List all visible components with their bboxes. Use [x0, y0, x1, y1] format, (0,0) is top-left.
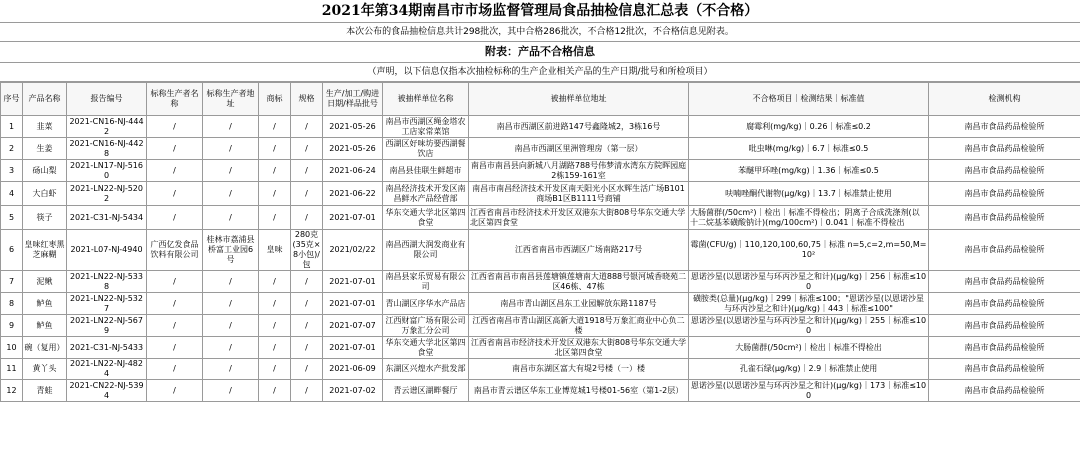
table-row	[1, 271, 1080, 293]
cell-manufacturer: /	[147, 380, 203, 402]
cell-testing-institution: 南昌市食品药品检验所	[929, 359, 1080, 380]
cell-product-name: 鲈鱼	[23, 315, 67, 337]
header-spec: 规格	[291, 83, 323, 116]
cell-production-date: 2021-07-01	[323, 293, 383, 315]
cell-sampled-unit-address: 南昌市西湖区里洲管理房（第一层）	[469, 138, 689, 160]
cell-spec: /	[291, 160, 323, 182]
cell-sampled-unit-address: 南昌市青山湖区昌东工业园解放东路1187号	[469, 293, 689, 315]
cell-product-name: 碗（复用）	[23, 337, 67, 359]
cell-manufacturer: /	[147, 359, 203, 380]
cell-sampled-unit: 南昌市西湖区绳金塔农工店家常菜馆	[383, 116, 469, 138]
cell-sampled-unit-address: 江西省南昌市青山湖区高新大道1918号万象汇商业中心负二楼	[469, 315, 689, 337]
cell-report-no: 2021-CN16-NJ-4442	[67, 116, 147, 138]
cell-unqualified-item: 恩诺沙星(以恩诺沙星与环丙沙星之和计)(μg/kg)｜173｜标准≤100	[689, 380, 929, 402]
cell-unqualified-item: 磺胺类(总量)(μg/kg)｜299｜标准≤100；"恩诺沙星(以恩诺沙星与环丙沙星之和计)(μg/kg)｜443｜标准≤100"	[689, 293, 929, 315]
table-row	[1, 160, 1080, 182]
cell-unqualified-item: 孔雀石绿(μg/kg)｜2.9｜标准禁止使用	[689, 359, 929, 380]
cell-index: 9	[1, 315, 23, 337]
cell-unqualified-item: 苯醚甲环唑(mg/kg)｜1.36｜标准≤0.5	[689, 160, 929, 182]
header-sampled-unit: 被抽样单位名称	[383, 83, 469, 116]
cell-sampled-unit: 华东交通大学北区第四食堂	[383, 337, 469, 359]
table-row	[1, 337, 1080, 359]
cell-manufacturer-address: /	[203, 116, 259, 138]
cell-sampled-unit: 华东交通大学北区第四食堂	[383, 206, 469, 230]
cell-report-no: 2021-LN17-NJ-5160	[67, 160, 147, 182]
cell-production-date: 2021-06-22	[323, 182, 383, 206]
table-row	[1, 293, 1080, 315]
cell-production-date: 2021-07-01	[323, 271, 383, 293]
cell-sampled-unit-address: 江西省南昌市经济技术开发区双港东大街808号华东交通大学北区第四食堂	[469, 337, 689, 359]
cell-manufacturer-address: /	[203, 138, 259, 160]
cell-product-name: 砀山梨	[23, 160, 67, 182]
cell-sampled-unit: 南昌西湖大润发商业有限公司	[383, 230, 469, 271]
cell-manufacturer: /	[147, 138, 203, 160]
cell-spec: /	[291, 138, 323, 160]
cell-manufacturer: /	[147, 315, 203, 337]
cell-spec: /	[291, 337, 323, 359]
table-row	[1, 206, 1080, 230]
cell-production-date: 2021/02/22	[323, 230, 383, 271]
cell-report-no: 2021-LN22-NJ-5327	[67, 293, 147, 315]
cell-manufacturer-address: /	[203, 206, 259, 230]
cell-manufacturer-address: /	[203, 182, 259, 206]
cell-testing-institution: 南昌市食品药品检验所	[929, 206, 1080, 230]
cell-product-name: 皇味红枣黑芝麻糊	[23, 230, 67, 271]
cell-report-no: 2021-L07-NJ-4940	[67, 230, 147, 271]
header-report-no: 报告编号	[67, 83, 147, 116]
cell-brand: /	[259, 138, 291, 160]
cell-manufacturer: /	[147, 271, 203, 293]
cell-manufacturer-address: /	[203, 315, 259, 337]
cell-sampled-unit-address: 江西省南昌市南昌县莲塘镇莲塘南大道888号银河城香晓苑二区46栋、47栋	[469, 271, 689, 293]
header-testing-institution: 检测机构	[929, 83, 1080, 116]
cell-manufacturer-address: /	[203, 160, 259, 182]
cell-report-no: 2021-LN22-NJ-5679	[67, 315, 147, 337]
summary-text: 本次公布的食品抽检信息共计298批次，其中合格286批次，不合格12批次，不合格信息见附表。	[0, 23, 1080, 42]
cell-index: 5	[1, 206, 23, 230]
table-row	[1, 182, 1080, 206]
cell-report-no: 2021-LN22-NJ-5202	[67, 182, 147, 206]
header-manufacturer-address: 标称生产者地址	[203, 83, 259, 116]
cell-spec: /	[291, 293, 323, 315]
cell-manufacturer: /	[147, 160, 203, 182]
cell-product-name: 大白虾	[23, 182, 67, 206]
cell-manufacturer-address: 桂林市荔浦县桥富工业园6号	[203, 230, 259, 271]
cell-sampled-unit-address: 江西省南昌市经济技术开发区双港东大街808号华东交通大学北区第四食堂	[469, 206, 689, 230]
cell-unqualified-item: 大肠菌群(/50cm²)｜检出｜标准不得检出	[689, 337, 929, 359]
unqualified-products-table	[0, 82, 1080, 402]
table-row	[1, 359, 1080, 380]
cell-product-name: 泥鳅	[23, 271, 67, 293]
cell-manufacturer-address: /	[203, 337, 259, 359]
cell-sampled-unit: 西湖区好味坊要西湖餐饮店	[383, 138, 469, 160]
cell-index: 3	[1, 160, 23, 182]
cell-index: 11	[1, 359, 23, 380]
cell-manufacturer-address: /	[203, 380, 259, 402]
cell-index: 12	[1, 380, 23, 402]
cell-brand: /	[259, 160, 291, 182]
cell-production-date: 2021-07-01	[323, 206, 383, 230]
cell-index: 10	[1, 337, 23, 359]
cell-index: 8	[1, 293, 23, 315]
cell-production-date: 2021-06-24	[323, 160, 383, 182]
page-title: 2021年第34期南昌市市场监督管理局食品抽检信息汇总表（不合格）	[0, 0, 1080, 23]
cell-testing-institution: 南昌市食品药品检验所	[929, 138, 1080, 160]
cell-production-date: 2021-05-26	[323, 138, 383, 160]
cell-production-date: 2021-05-26	[323, 116, 383, 138]
cell-production-date: 2021-07-02	[323, 380, 383, 402]
cell-testing-institution: 南昌市食品药品检验所	[929, 116, 1080, 138]
cell-sampled-unit: 南昌经济技术开发区南昌鲜水产品经营部	[383, 182, 469, 206]
cell-report-no: 2021-C31-NJ-5434	[67, 206, 147, 230]
cell-sampled-unit-address: 江西省南昌市西湖区广场南路217号	[469, 230, 689, 271]
cell-report-no: 2021-LN22-NJ-4824	[67, 359, 147, 380]
cell-production-date: 2021-07-07	[323, 315, 383, 337]
declaration-text: （声明，以下信息仅指本次抽检标称的生产企业相关产品的生产日期/批号和所检项目）	[0, 63, 1080, 82]
cell-brand: /	[259, 359, 291, 380]
cell-manufacturer: /	[147, 337, 203, 359]
cell-index: 1	[1, 116, 23, 138]
cell-testing-institution: 南昌市食品药品检验所	[929, 293, 1080, 315]
cell-product-name: 筷子	[23, 206, 67, 230]
cell-report-no: 2021-C31-NJ-5433	[67, 337, 147, 359]
appendix-title: 附表：产品不合格信息	[0, 42, 1080, 63]
cell-sampled-unit-address: 南昌市西湖区前进路147号鑫隆城2，3栋16号	[469, 116, 689, 138]
cell-brand: /	[259, 206, 291, 230]
header-brand: 商标	[259, 83, 291, 116]
table-body	[1, 116, 1080, 402]
cell-spec: /	[291, 182, 323, 206]
cell-spec: /	[291, 380, 323, 402]
cell-unqualified-item: 恩诺沙星(以恩诺沙星与环丙沙星之和计)(μg/kg)｜255｜标准≤100	[689, 315, 929, 337]
cell-product-name: 黄丫头	[23, 359, 67, 380]
cell-testing-institution: 南昌市食品药品检验所	[929, 182, 1080, 206]
cell-product-name: 韭菜	[23, 116, 67, 138]
table-row	[1, 315, 1080, 337]
cell-testing-institution: 南昌市食品药品检验所	[929, 315, 1080, 337]
cell-manufacturer: 广西亿发食品饮料有限公司	[147, 230, 203, 271]
cell-sampled-unit: 江西财富广场有限公司万象汇分公司	[383, 315, 469, 337]
cell-testing-institution: 南昌市食品药品检验所	[929, 230, 1080, 271]
cell-spec: /	[291, 315, 323, 337]
cell-manufacturer: /	[147, 206, 203, 230]
cell-brand: /	[259, 293, 291, 315]
table-row	[1, 380, 1080, 402]
cell-sampled-unit-address: 南昌市南昌县向新城八月湖路788号伟梦清水湾东方院晖园庭2栋159-161室	[469, 160, 689, 182]
header-product-name: 产品名称	[23, 83, 67, 116]
header-sampled-unit-address: 被抽样单位地址	[469, 83, 689, 116]
cell-brand: /	[259, 182, 291, 206]
table-row	[1, 230, 1080, 271]
cell-spec: /	[291, 116, 323, 138]
cell-sampled-unit: 东湖区兴煌水产批发部	[383, 359, 469, 380]
cell-report-no: 2021-CN22-NJ-5394	[67, 380, 147, 402]
cell-product-name: 鲈鱼	[23, 293, 67, 315]
cell-manufacturer: /	[147, 116, 203, 138]
cell-spec: 280克(35克×8小包)/包	[292, 230, 321, 269]
cell-sampled-unit: 青山湖区序华水产品店	[383, 293, 469, 315]
cell-index: 4	[1, 182, 23, 206]
table-row	[1, 116, 1080, 138]
cell-testing-institution: 南昌市食品药品检验所	[929, 271, 1080, 293]
cell-sampled-unit-address: 南昌市东湖区富大有堤2号楼（一）楼	[469, 359, 689, 380]
cell-manufacturer-address: /	[203, 359, 259, 380]
cell-sampled-unit: 青云谱区湖畔餐厅	[383, 380, 469, 402]
cell-brand: /	[259, 315, 291, 337]
cell-index: 7	[1, 271, 23, 293]
cell-unqualified-item: 呋喃唑酮代谢物(μg/kg)｜13.7｜标准禁止使用	[689, 182, 929, 206]
header-unqualified-item: 不合格项目｜检测结果｜标准值	[689, 83, 929, 116]
cell-unqualified-item: 霉菌(CFU/g)｜110,120,100,60,75｜标准 n=5,c=2,m=50,M=10²	[689, 230, 929, 271]
cell-product-name: 青蛙	[23, 380, 67, 402]
header-index: 序号	[1, 83, 23, 116]
cell-sampled-unit-address: 南昌市青云谱区华东工业博览城1号楼01-56室（第1-2层）	[469, 380, 689, 402]
header-manufacturer: 标称生产者名称	[147, 83, 203, 116]
cell-production-date: 2021-07-01	[323, 337, 383, 359]
cell-testing-institution: 南昌市食品药品检验所	[929, 160, 1080, 182]
table-row	[1, 138, 1080, 160]
header-production-date: 生产/加工/购进日期/样品批号	[323, 83, 383, 116]
cell-spec: /	[291, 359, 323, 380]
cell-index: 2	[1, 138, 23, 160]
cell-spec: /	[291, 206, 323, 230]
cell-testing-institution: 南昌市食品药品检验所	[929, 380, 1080, 402]
cell-brand: /	[259, 380, 291, 402]
cell-product-name: 生姜	[23, 138, 67, 160]
cell-manufacturer: /	[147, 293, 203, 315]
cell-brand: 皇味	[259, 230, 291, 271]
cell-manufacturer: /	[147, 182, 203, 206]
cell-brand: /	[259, 116, 291, 138]
cell-unqualified-item: 恩诺沙星(以恩诺沙星与环丙沙星之和计)(μg/kg)｜256｜标准≤100	[689, 271, 929, 293]
cell-manufacturer-address: /	[203, 271, 259, 293]
cell-manufacturer-address: /	[203, 293, 259, 315]
cell-unqualified-item: 吡虫啉(mg/kg)｜6.7｜标准≤0.5	[689, 138, 929, 160]
cell-index: 6	[1, 230, 23, 271]
cell-brand: /	[259, 337, 291, 359]
cell-brand: /	[259, 271, 291, 293]
cell-sampled-unit: 南昌县家乐贸易有限公司	[383, 271, 469, 293]
cell-unqualified-item: 腐霉利(mg/kg)｜0.26｜标准≤0.2	[689, 116, 929, 138]
cell-unqualified-item: 大肠菌群(/50cm²)｜检出｜标准不得检出；阴离子合成洗涤剂(以十二烷基苯磺酸钠计)(mg/100cm²)｜0.041｜标准不得检出	[689, 206, 929, 230]
cell-production-date: 2021-06-09	[323, 359, 383, 380]
table-header-row	[1, 83, 1080, 116]
cell-report-no: 2021-LN22-NJ-5338	[67, 271, 147, 293]
cell-report-no: 2021-CN16-NJ-4428	[67, 138, 147, 160]
cell-sampled-unit-address: 南昌市南昌经济技术开发区南天阳光小区水辉生活广场B101商场B1区B1111号商铺	[469, 182, 689, 206]
cell-spec: /	[291, 271, 323, 293]
cell-sampled-unit: 南昌县佳联生鲜超市	[383, 160, 469, 182]
cell-testing-institution: 南昌市食品药品检验所	[929, 337, 1080, 359]
